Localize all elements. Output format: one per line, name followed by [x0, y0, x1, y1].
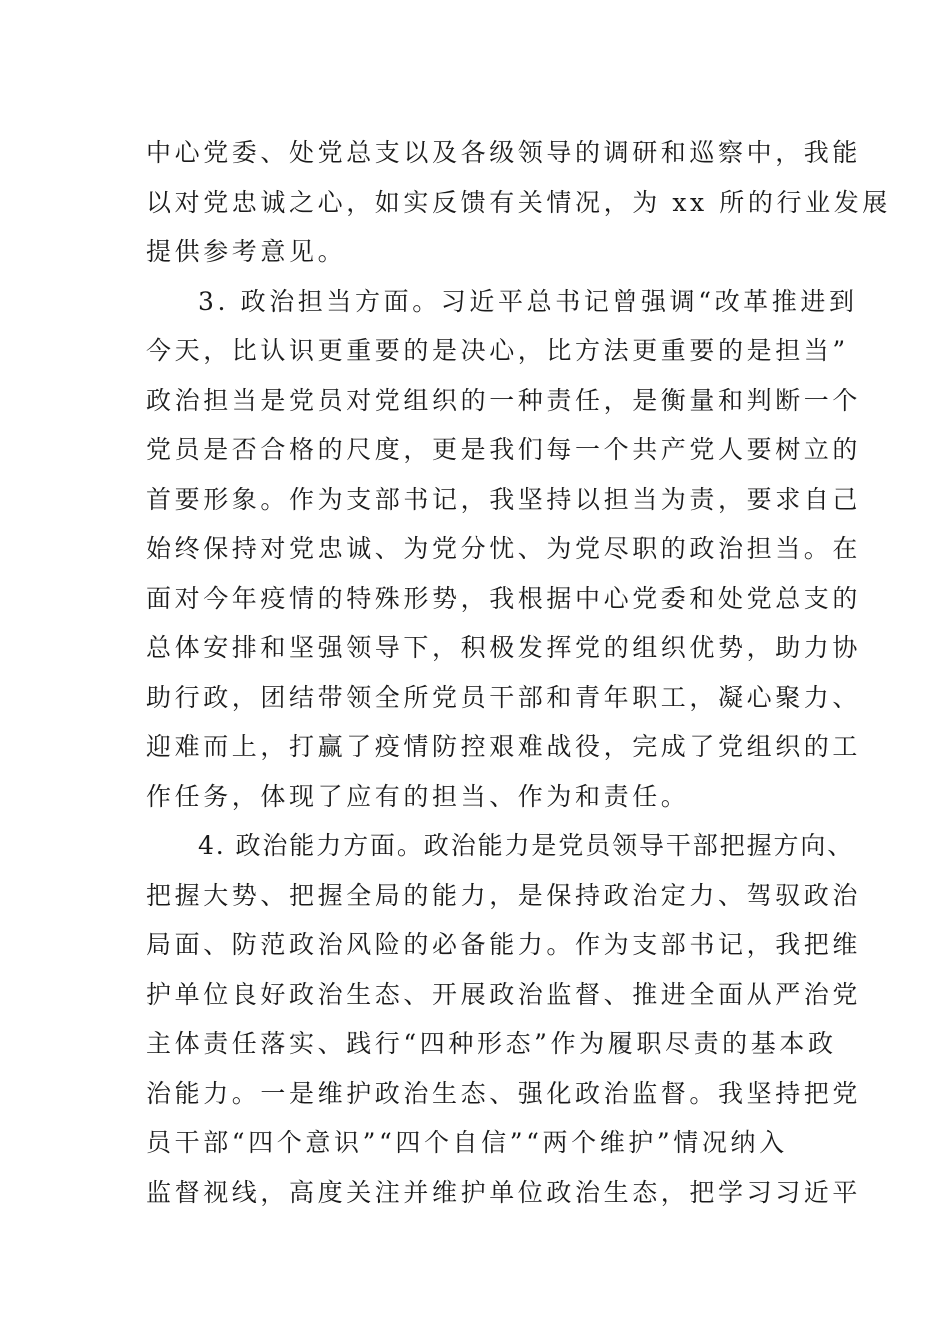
text-line: 治能力。一是维护政治生态、强化政治监督。我坚持把党 — [146, 1078, 862, 1108]
text-line: 提供参考意见。 — [146, 237, 347, 266]
text-line: 总体安排和坚强领导下，积极发挥党的组织优势，助力协 — [146, 633, 862, 662]
paragraph-first-line: 3. 政治担当方面。习近平总书记曾强调“改革推进到 — [198, 286, 858, 316]
text-line: 首要形象。作为支部书记，我坚持以担当为责，要求自己 — [146, 484, 862, 514]
text-line: 助行政，团结带领全所党员干部和青年职工，凝心聚力、 — [146, 682, 862, 712]
text-line: 主体责任落实、践行“四种形态”作为履职尽责的基本政 — [146, 1029, 837, 1058]
text-line: 监督视线，高度关注并维护单位政治生态，把学习习近平 — [146, 1177, 862, 1207]
text-line: 员干部“四个意识”“四个自信”“两个维护”情况纳入 — [146, 1128, 788, 1157]
text-line: 把握大势、把握全局的能力，是保持政治定力、驾驭政治 — [146, 880, 862, 910]
paragraph-continuation — [146, 128, 891, 277]
paragraph-first-line: 4. 政治能力方面。政治能力是党员领导干部把握方向、 — [198, 831, 855, 860]
paragraph-political-responsibility — [146, 277, 862, 822]
text-line: 中心党委、处党总支以及各级领导的调研和巡察中，我能 — [146, 138, 862, 167]
text-line: 护单位良好政治生态、开展政治监督、推进全面从严治党 — [146, 979, 862, 1009]
text-line: 以对党忠诚之心，如实反馈有关情况，为 xx 所的行业发展 — [146, 187, 891, 217]
text-line: 面对今年疫情的特殊形势，我根据中心党委和处党总支的 — [146, 583, 862, 613]
text-line: 政治担当是党员对党组织的一种责任，是衡量和判断一个 — [146, 385, 862, 415]
text-line: 始终保持对党忠诚、为党分忧、为党尽职的政治担当。在 — [146, 534, 862, 563]
document-body — [146, 128, 891, 1217]
text-line: 迎难而上，打赢了疫情防控艰难战役，完成了党组织的工 — [146, 732, 862, 761]
text-line: 今天，比认识更重要的是决心，比方法更重要的是担当” — [146, 336, 849, 365]
text-line: 局面、防范政治风险的必备能力。作为支部书记，我把维 — [146, 930, 862, 959]
text-line: 作任务，体现了应有的担当、作为和责任。 — [146, 781, 690, 811]
paragraph-political-ability — [146, 821, 862, 1217]
text-line: 党员是否合格的尺度，更是我们每一个共产党人要树立的 — [146, 435, 862, 464]
